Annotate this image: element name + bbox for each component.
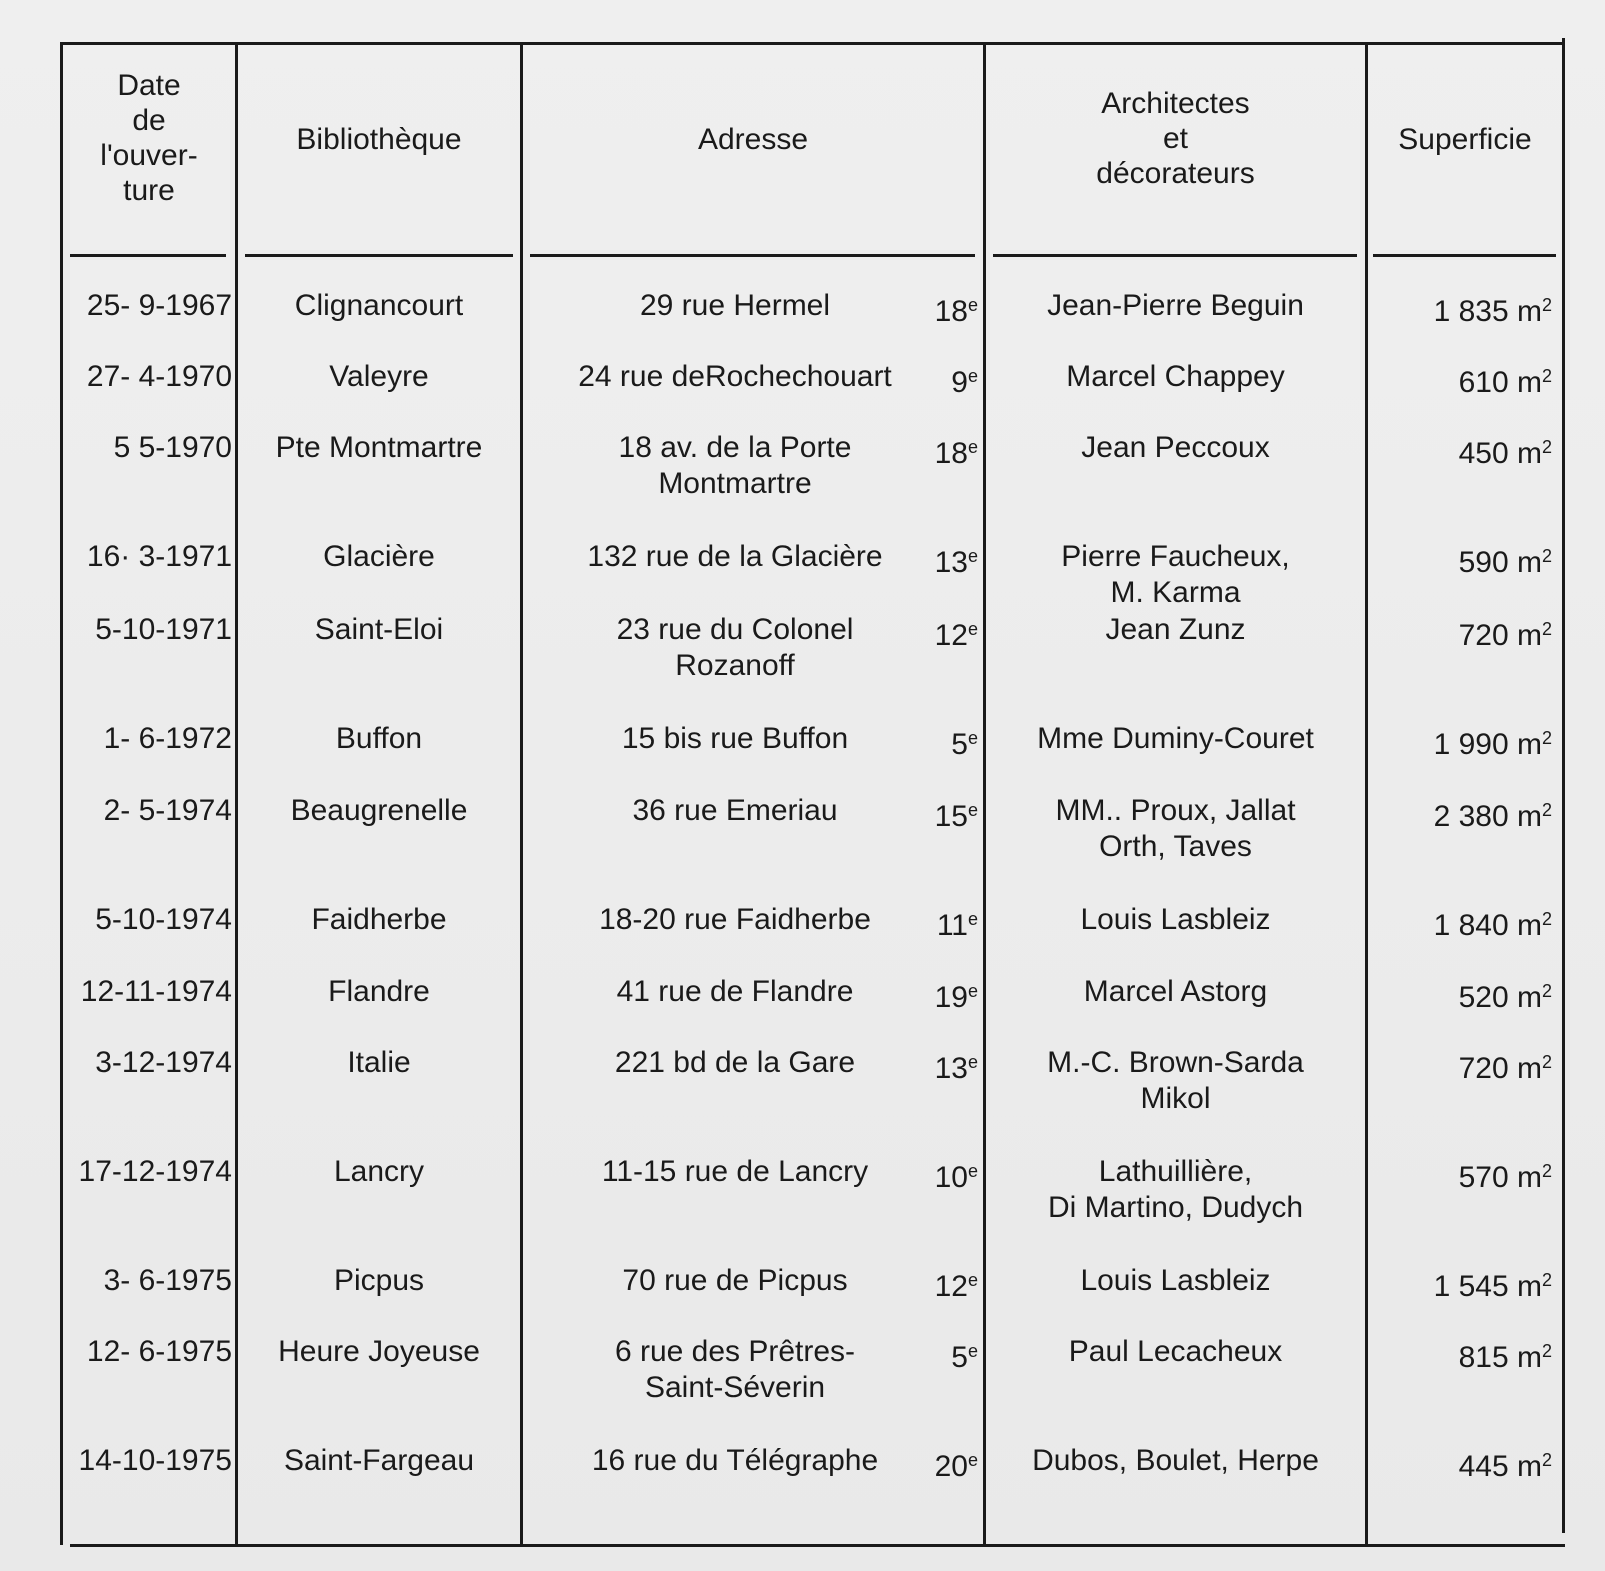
superficie-unit-exponent: 2 bbox=[1541, 1450, 1552, 1470]
cell-architectes: Dubos, Boulet, Herpe bbox=[1032, 1444, 1319, 1477]
arrondissement-number: 13 bbox=[934, 546, 968, 579]
header-date-line: de bbox=[132, 104, 166, 137]
cell-architectes-cont: M. Karma bbox=[1110, 576, 1241, 609]
superficie-value: 590 m bbox=[1458, 546, 1542, 579]
cell-superficie bbox=[1368, 430, 1552, 471]
header-rule bbox=[245, 254, 513, 257]
cell-date: 5-10-1974 bbox=[95, 903, 232, 936]
arrondissement-number: 12 bbox=[934, 1270, 968, 1303]
cell-architectes: Mme Duminy-Couret bbox=[1037, 722, 1314, 755]
cell-bibliotheque: Faidherbe bbox=[311, 903, 447, 936]
cell-arrondissement bbox=[920, 721, 978, 762]
cell-architectes: Jean Zunz bbox=[1105, 613, 1246, 646]
cell-bibliotheque: Flandre bbox=[328, 975, 430, 1008]
cell-arrondissement bbox=[920, 539, 978, 580]
cell-bibliotheque: Buffon bbox=[335, 722, 423, 755]
cell-bibliotheque: Pte Montmartre bbox=[275, 431, 483, 464]
superficie-unit-exponent: 2 bbox=[1541, 1270, 1552, 1290]
arrondissement-suffix: e bbox=[967, 981, 978, 1001]
cell-date: 17-12-1974 bbox=[78, 1155, 232, 1188]
cell-date: 14-10-1975 bbox=[78, 1444, 232, 1477]
cell-date: 25- 9-1967 bbox=[86, 289, 232, 322]
superficie-unit-exponent: 2 bbox=[1541, 619, 1552, 639]
cell-adresse: 16 rue du Télégraphe bbox=[591, 1444, 879, 1477]
cell-architectes: Pierre Faucheux, bbox=[1061, 540, 1290, 573]
cell-architectes: Marcel Chappey bbox=[1066, 360, 1285, 393]
cell-adresse-cont: Montmartre bbox=[658, 467, 812, 500]
arrondissement-number: 13 bbox=[934, 1052, 968, 1085]
arrondissement-suffix: e bbox=[967, 728, 978, 748]
superficie-value: 570 m bbox=[1458, 1161, 1542, 1194]
cell-adresse-cont: Saint-Séverin bbox=[644, 1371, 826, 1404]
header-rule bbox=[1373, 254, 1556, 257]
cell-superficie bbox=[1368, 1045, 1552, 1086]
superficie-unit-exponent: 2 bbox=[1541, 1341, 1552, 1361]
arrondissement-number: 18 bbox=[934, 295, 968, 328]
cell-architectes-cont: Mikol bbox=[1140, 1082, 1211, 1115]
column-divider bbox=[1562, 38, 1565, 1533]
cell-superficie bbox=[1368, 539, 1552, 580]
cell-bibliotheque: Lancry bbox=[333, 1155, 425, 1188]
cell-date: 27- 4-1970 bbox=[86, 360, 232, 393]
header-rule bbox=[993, 254, 1357, 257]
superficie-value: 610 m bbox=[1458, 366, 1542, 399]
cell-adresse: 11-15 rue de Lancry bbox=[601, 1155, 869, 1188]
cell-arrondissement bbox=[920, 793, 978, 834]
superficie-unit-exponent: 2 bbox=[1541, 366, 1552, 386]
cell-arrondissement bbox=[920, 288, 978, 329]
header-superficie: Superficie bbox=[1398, 123, 1532, 156]
header-date bbox=[63, 68, 235, 208]
cell-adresse: 6 rue des Prêtres- bbox=[614, 1335, 856, 1368]
superficie-unit-exponent: 2 bbox=[1541, 1052, 1552, 1072]
cell-architectes: Louis Lasbleiz bbox=[1080, 1264, 1271, 1297]
arrondissement-number: 5 bbox=[951, 728, 968, 761]
cell-architectes-cont: Di Martino, Dudych bbox=[1047, 1191, 1304, 1224]
arrondissement-suffix: e bbox=[967, 1052, 978, 1072]
cell-date: 3-12-1974 bbox=[95, 1046, 232, 1079]
cell-date: 3- 6-1975 bbox=[103, 1264, 232, 1297]
superficie-unit-exponent: 2 bbox=[1541, 1161, 1552, 1181]
libraries-table bbox=[60, 42, 1565, 1547]
cell-bibliotheque: Valeyre bbox=[329, 360, 429, 393]
cell-adresse: 18-20 rue Faidherbe bbox=[599, 903, 871, 936]
cell-superficie bbox=[1368, 359, 1552, 400]
cell-arrondissement bbox=[920, 1263, 978, 1304]
cell-arrondissement bbox=[920, 612, 978, 653]
header-architectes bbox=[986, 86, 1365, 191]
arrondissement-number: 20 bbox=[934, 1450, 968, 1483]
cell-adresse: 41 rue de Flandre bbox=[616, 975, 854, 1008]
cell-architectes: Paul Lecacheux bbox=[1068, 1335, 1283, 1368]
cell-arrondissement bbox=[920, 359, 978, 400]
cell-bibliotheque: Saint-Eloi bbox=[314, 613, 444, 646]
cell-adresse: 15 bis rue Buffon bbox=[621, 722, 849, 755]
cell-date: 5-10-1971 bbox=[95, 613, 232, 646]
superficie-value: 1 545 m bbox=[1433, 1270, 1542, 1303]
superficie-unit-exponent: 2 bbox=[1541, 909, 1552, 929]
cell-superficie bbox=[1368, 612, 1552, 653]
arrondissement-suffix: e bbox=[967, 619, 978, 639]
superficie-unit-exponent: 2 bbox=[1541, 546, 1552, 566]
cell-arrondissement bbox=[920, 974, 978, 1015]
superficie-value: 1 835 m bbox=[1433, 295, 1542, 328]
cell-adresse-cont: Rozanoff bbox=[675, 649, 795, 682]
arrondissement-number: 10 bbox=[934, 1161, 968, 1194]
cell-architectes-cont: Orth, Taves bbox=[1099, 830, 1252, 863]
arrondissement-suffix: e bbox=[967, 1270, 978, 1290]
cell-date: 12- 6-1975 bbox=[86, 1335, 232, 1368]
cell-superficie bbox=[1368, 721, 1552, 762]
cell-adresse: 23 rue du Colonel bbox=[616, 613, 854, 646]
cell-superficie bbox=[1368, 974, 1552, 1015]
cell-superficie bbox=[1368, 1334, 1552, 1375]
cell-architectes: Louis Lasbleiz bbox=[1080, 903, 1271, 936]
superficie-value: 720 m bbox=[1458, 1052, 1542, 1085]
cell-superficie bbox=[1368, 793, 1552, 834]
cell-arrondissement bbox=[920, 1045, 978, 1086]
superficie-unit-exponent: 2 bbox=[1541, 437, 1552, 457]
cell-arrondissement bbox=[920, 1443, 978, 1484]
cell-architectes: Lathuillière, bbox=[1098, 1155, 1253, 1188]
arrondissement-suffix: e bbox=[967, 366, 978, 386]
superficie-value: 450 m bbox=[1458, 437, 1542, 470]
cell-architectes: Marcel Astorg bbox=[1083, 975, 1268, 1008]
cell-date: 12-11-1974 bbox=[80, 975, 232, 1008]
column-divider bbox=[60, 42, 63, 1545]
arrondissement-number: 12 bbox=[934, 619, 968, 652]
table-bottom-rule bbox=[70, 1544, 1565, 1547]
superficie-value: 445 m bbox=[1458, 1450, 1542, 1483]
arrondissement-suffix: e bbox=[967, 437, 978, 457]
cell-bibliotheque: Italie bbox=[347, 1046, 411, 1079]
cell-bibliotheque: Picpus bbox=[333, 1264, 425, 1297]
cell-superficie bbox=[1368, 1154, 1552, 1195]
cell-superficie bbox=[1368, 1263, 1552, 1304]
cell-adresse: 132 rue de la Glacière bbox=[587, 540, 883, 573]
cell-adresse: 36 rue Emeriau bbox=[632, 794, 838, 827]
arrondissement-suffix: e bbox=[967, 1450, 978, 1470]
superficie-value: 1 840 m bbox=[1433, 909, 1542, 942]
cell-architectes: Jean-Pierre Beguin bbox=[1047, 289, 1304, 322]
arrondissement-suffix: e bbox=[967, 1341, 978, 1361]
arrondissement-suffix: e bbox=[967, 546, 978, 566]
cell-superficie bbox=[1368, 902, 1552, 943]
header-arch-line: décorateurs bbox=[1096, 157, 1255, 190]
cell-bibliotheque: Beaugrenelle bbox=[290, 794, 468, 827]
arrondissement-number: 19 bbox=[934, 981, 968, 1014]
arrondissement-number: 18 bbox=[934, 437, 968, 470]
cell-adresse: 221 bd de la Gare bbox=[614, 1046, 856, 1079]
header-bibliotheque: Bibliothèque bbox=[296, 123, 462, 156]
cell-architectes: M.-C. Brown-Sarda bbox=[1047, 1046, 1304, 1079]
superficie-unit-exponent: 2 bbox=[1541, 981, 1552, 1001]
superficie-value: 815 m bbox=[1458, 1341, 1542, 1374]
superficie-value: 2 380 m bbox=[1433, 800, 1542, 833]
header-rule bbox=[530, 254, 975, 257]
cell-arrondissement bbox=[920, 430, 978, 471]
cell-superficie bbox=[1368, 1443, 1552, 1484]
superficie-unit-exponent: 2 bbox=[1541, 728, 1552, 748]
cell-adresse: 18 av. de la Porte bbox=[618, 431, 852, 464]
cell-adresse: 70 rue de Picpus bbox=[622, 1264, 848, 1297]
cell-arrondissement bbox=[920, 1154, 978, 1195]
header-adresse: Adresse bbox=[697, 123, 809, 156]
cell-architectes: Jean Peccoux bbox=[1081, 431, 1270, 464]
arrondissement-suffix: e bbox=[967, 1161, 978, 1181]
table-top-rule bbox=[60, 42, 1565, 45]
cell-superficie bbox=[1368, 288, 1552, 329]
cell-bibliotheque: Glacière bbox=[323, 540, 435, 573]
superficie-unit-exponent: 2 bbox=[1541, 800, 1552, 820]
arrondissement-suffix: e bbox=[967, 909, 978, 929]
arrondissement-suffix: e bbox=[967, 800, 978, 820]
cell-arrondissement bbox=[920, 1334, 978, 1375]
cell-bibliotheque: Heure Joyeuse bbox=[278, 1335, 480, 1368]
cell-arrondissement bbox=[920, 902, 978, 943]
cell-date: 16· 3-1971 bbox=[86, 540, 232, 573]
header-date-line: ture bbox=[123, 174, 175, 207]
header-date-line: l'ouver- bbox=[100, 139, 198, 172]
superficie-value: 520 m bbox=[1458, 981, 1542, 1014]
arrondissement-suffix: e bbox=[967, 295, 978, 315]
header-arch-line: Architectes bbox=[1101, 87, 1250, 120]
header-rule bbox=[70, 254, 226, 257]
superficie-value: 1 990 m bbox=[1433, 728, 1542, 761]
superficie-value: 720 m bbox=[1458, 619, 1542, 652]
cell-date: 2- 5-1974 bbox=[103, 794, 232, 827]
arrondissement-number: 15 bbox=[934, 800, 968, 833]
arrondissement-number: 11 bbox=[936, 909, 968, 942]
cell-date: 5 5-1970 bbox=[113, 431, 232, 464]
arrondissement-number: 9 bbox=[951, 366, 968, 399]
superficie-unit-exponent: 2 bbox=[1541, 295, 1552, 315]
header-date-line: Date bbox=[117, 69, 181, 102]
cell-adresse: 29 rue Hermel bbox=[639, 289, 831, 322]
cell-architectes: MM.. Proux, Jallat bbox=[1055, 794, 1296, 827]
cell-bibliotheque: Saint-Fargeau bbox=[283, 1444, 475, 1477]
cell-date: 1- 6-1972 bbox=[103, 722, 232, 755]
arrondissement-number: 5 bbox=[951, 1341, 968, 1374]
cell-adresse: 24 rue deRochechouart bbox=[578, 360, 892, 393]
cell-bibliotheque: Clignancourt bbox=[294, 289, 464, 322]
column-divider bbox=[520, 42, 523, 1545]
header-arch-line: et bbox=[1162, 122, 1189, 155]
